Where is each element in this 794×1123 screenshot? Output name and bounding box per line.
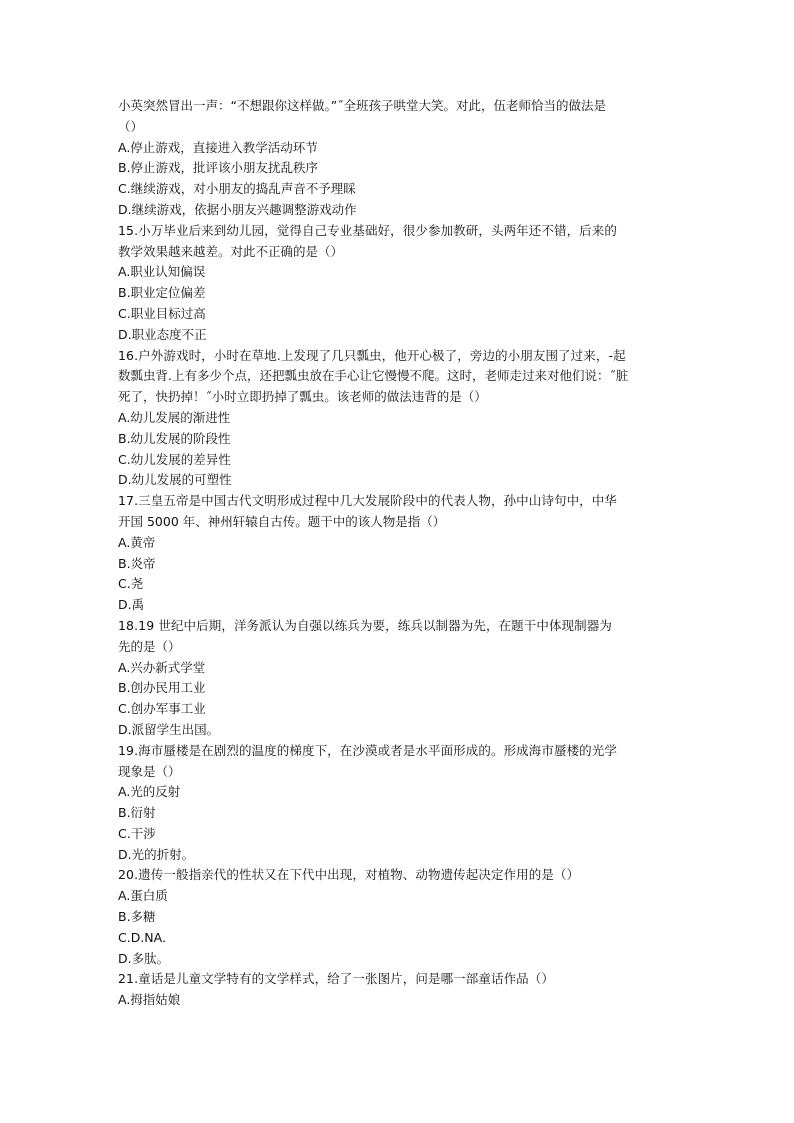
q19-option-b: B.衍射 (118, 805, 156, 821)
q14-option-d: D.继续游戏，依据小朋友兴趣调整游戏动作 (118, 201, 357, 217)
q20-stem: 20.遗传一般指亲代的性状又在下代中出现，对植物、动物遗传起决定作用的是（） (118, 867, 580, 883)
q17-stem-line-1: 17.三皇五帝是中国古代文明形成过程中几大发展阶段中的代表人物，孙中山诗句中，中华 (118, 493, 617, 509)
q16-option-c: C.幼儿发展的差异性 (118, 451, 231, 467)
q19-option-a: A.光的反射 (118, 784, 181, 800)
q15-stem-line-2: 教学效果越来越差。对此不正确的是（） (118, 243, 344, 259)
document-page (118, 96, 678, 1011)
q15-option-b: B.职业定位偏差 (118, 285, 206, 301)
q19-stem-line-1: 19.海市蜃楼是在剧烈的温度的梯度下，在沙漠或者是水平面形成的。形成海市蜃楼的光学 (118, 742, 617, 758)
q17-option-a: A.黄帝 (118, 534, 156, 550)
q18-option-b: B.创办民用工业 (118, 680, 206, 696)
q14-stem-line-1: 小英突然冒出一声：“不想跟你这样做。”˝全班孩子哄堂大笑。对此，伍老师恰当的做法是 (118, 98, 606, 113)
q16-option-a: A.幼儿发展的渐进性 (118, 409, 231, 425)
q14-option-c: C.继续游戏，对小朋友的捣乱声音不予理睬 (118, 181, 356, 197)
q17-option-c: C.尧 (118, 576, 144, 592)
q15-option-d: D.职业态度不正 (118, 326, 207, 342)
q16-stem-line-1: 16.户外游戏时，小时在草地.上发现了几只瓢虫，他开心极了，旁边的小朋友围了过来，-起 (118, 347, 626, 363)
q15-stem-line-1: 15.小万毕业后来到幼儿园，觉得自己专业基础好，很少参加教研，头两年还不错，后来的 (118, 222, 617, 238)
q14-option-a: A.停止游戏，直接进入教学活动环节 (118, 139, 318, 155)
q14-stem-line-2: （） (118, 118, 144, 134)
q20-option-a: A.蛋白质 (118, 888, 168, 904)
q20-option-d: D.多肽。 (118, 950, 170, 966)
q18-stem-line-2: 先的是（） (118, 638, 181, 654)
q21-option-a: A.拇指姑娘 (118, 992, 181, 1008)
q18-option-d: D.派留学生出国。 (118, 721, 220, 737)
q18-option-c: C.创办军事工业 (118, 701, 206, 717)
q19-option-d: D.光的折射。 (118, 846, 195, 862)
q17-stem-line-2: 开国 5000 年、神州轩辕自古传。题干中的该人物是指（） (118, 513, 446, 529)
q19-stem-line-2: 现象是（） (118, 763, 181, 779)
q16-stem-line-2: 数瓢虫背.上有多少个点，还把瓢虫放在手心让它慢慢不爬。这时，老师走过来对他们说：˝脏 (118, 368, 629, 384)
q14-option-b: B.停止游戏，批评该小朋友扰乱秩序 (118, 160, 319, 176)
q17-option-b: B.炎帝 (118, 555, 156, 571)
q20-option-b: B.多糖 (118, 909, 156, 925)
q16-stem-line-3: 死了，快扔掉！˝小时立即扔掉了瓢虫。该老师的做法违背的是（） (118, 389, 487, 405)
q18-option-a: A.兴办新式学堂 (118, 659, 206, 675)
q20-option-c: C.D.NA. (118, 929, 166, 945)
q17-option-d: D.禹 (118, 597, 145, 613)
q18-stem-line-1: 18.19 世纪中后期，洋务派认为自强以练兵为要，练兵以制器为先，在题干中体现制器为 (118, 617, 612, 633)
q15-option-a: A.职业认知偏误 (118, 264, 206, 280)
q16-option-d: D.幼儿发展的可塑性 (118, 472, 232, 488)
q19-option-c: C.干涉 (118, 825, 156, 841)
q16-option-b: B.幼儿发展的阶段性 (118, 430, 231, 446)
q15-option-c: C.职业目标过高 (118, 305, 206, 321)
q21-stem: 21.童话是儿童文学特有的文学样式，给了一张图片，问是哪一部童话作品（） (118, 971, 554, 987)
